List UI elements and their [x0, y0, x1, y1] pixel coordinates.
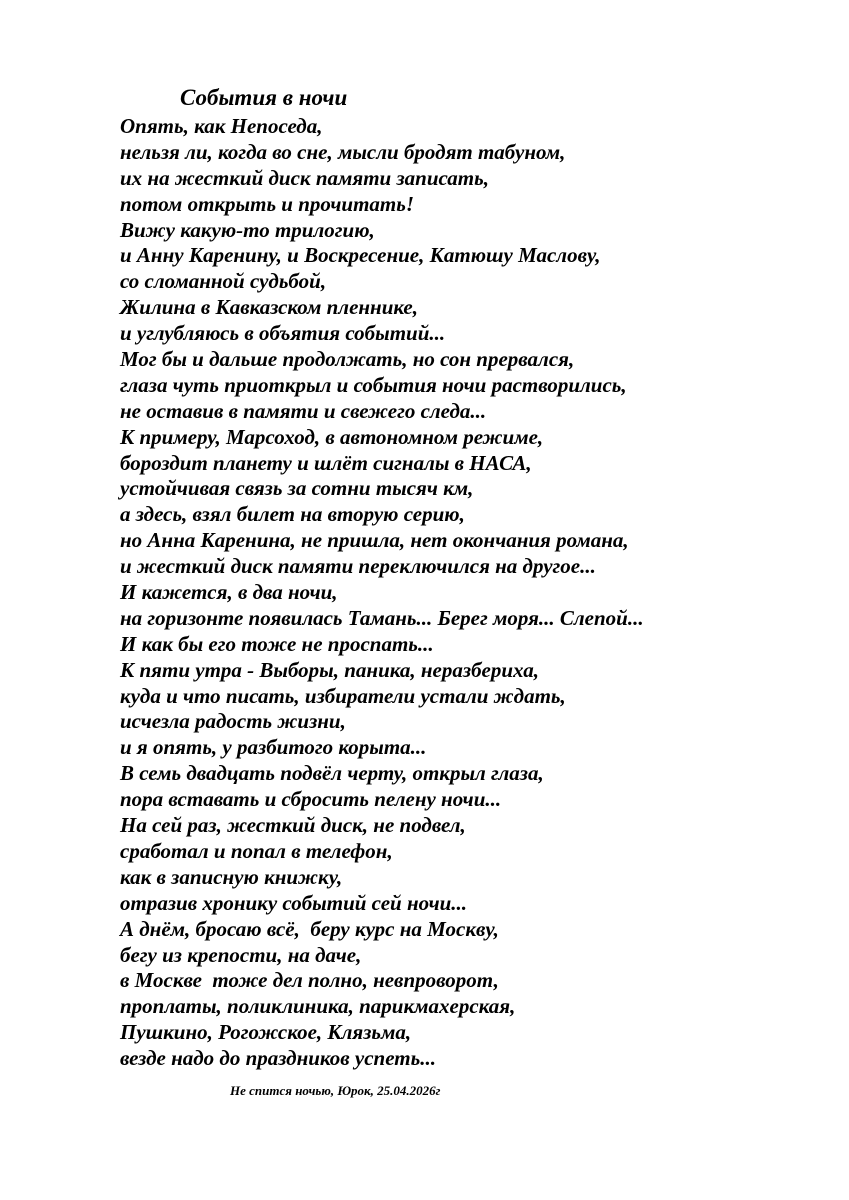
poem-line: А днём, бросаю всё, беру курс на Москву,	[120, 916, 499, 941]
poem-line: И кажется, в два ночи,	[120, 580, 338, 605]
poem-line: но Анна Каренина, не пришла, нет окончания романа,	[120, 528, 629, 553]
poem-line: В семь двадцать подвёл черту, открыл глаза,	[120, 761, 544, 786]
poem-line: Вижу какую-то трилогию,	[120, 217, 375, 242]
poem-line: не оставив в памяти и свежего следа...	[120, 398, 487, 423]
poem-line: И как бы его тоже не проспать...	[120, 631, 434, 656]
poem-line: и жесткий диск памяти переключился на другое...	[120, 554, 596, 579]
poem-line: К пяти утра - Выборы, паника, неразбериха,	[120, 657, 540, 682]
poem-line: проплаты, поликлиника, парикмахерская,	[120, 994, 516, 1019]
poem-line: как в записную книжку,	[120, 864, 343, 889]
poem-line: и я опять, у разбитого корыта...	[120, 735, 427, 760]
poem-line: в Москве тоже дел полно, невпроворот,	[120, 968, 499, 993]
poem-line: исчезла радость жизни,	[120, 709, 346, 734]
poem-line: на горизонте появилась Тамань... Берег моря... Слепой...	[120, 605, 644, 630]
poem-line: а здесь, взял билет на вторую серию,	[120, 502, 465, 527]
poem-line: бегу из крепости, на даче,	[120, 942, 362, 967]
poem-line: Опять, как Непоседа,	[120, 114, 323, 138]
poem-line: устойчивая связь за сотни тысяч км,	[120, 476, 474, 501]
poem-line: Пушкино, Рогожское, Клязьма,	[120, 1020, 412, 1045]
poem-line: и углубляюсь в объятия событий...	[120, 321, 446, 346]
poem-line: потом открыть и прочитать!	[120, 191, 415, 216]
poem-line: везде надо до праздников успеть...	[120, 1046, 436, 1071]
poem-line: бороздит планету и шлёт сигналы в НАСА,	[120, 450, 532, 475]
poem-line: куда и что писать, избиратели устали ждать,	[120, 683, 566, 708]
poem-line: пора вставать и сбросить пелену ночи...	[120, 787, 502, 812]
poem-line: Мог бы и дальше продолжать, но сон прервался,	[120, 347, 575, 372]
poem-line: Жилина в Кавказском пленнике,	[120, 295, 418, 320]
poem-line: их на жесткий диск памяти записать,	[120, 165, 489, 190]
poem-line: нельзя ли, когда во сне, мысли бродят табуном,	[120, 139, 566, 164]
poem-line: К примеру, Марсоход, в автономном режиме,	[120, 424, 544, 449]
poem-body	[120, 114, 644, 1072]
poem-title: События в ночи	[180, 85, 348, 110]
poem-line: отразив хронику событий сей ночи...	[120, 890, 468, 915]
poem-signature: Не спится ночью, Юрок, 25.04.2026г	[230, 1083, 441, 1098]
poem-line: На сей раз, жесткий диск, не подвел,	[120, 813, 466, 838]
poem-line: и Анну Каренину, и Воскресение, Катюшу Маслову,	[120, 243, 601, 268]
poem-line: со сломанной судьбой,	[120, 269, 327, 294]
poem-line: сработал и попал в телефон,	[120, 838, 393, 863]
poem-line: глаза чуть приоткрыл и события ночи растворились,	[120, 372, 627, 397]
